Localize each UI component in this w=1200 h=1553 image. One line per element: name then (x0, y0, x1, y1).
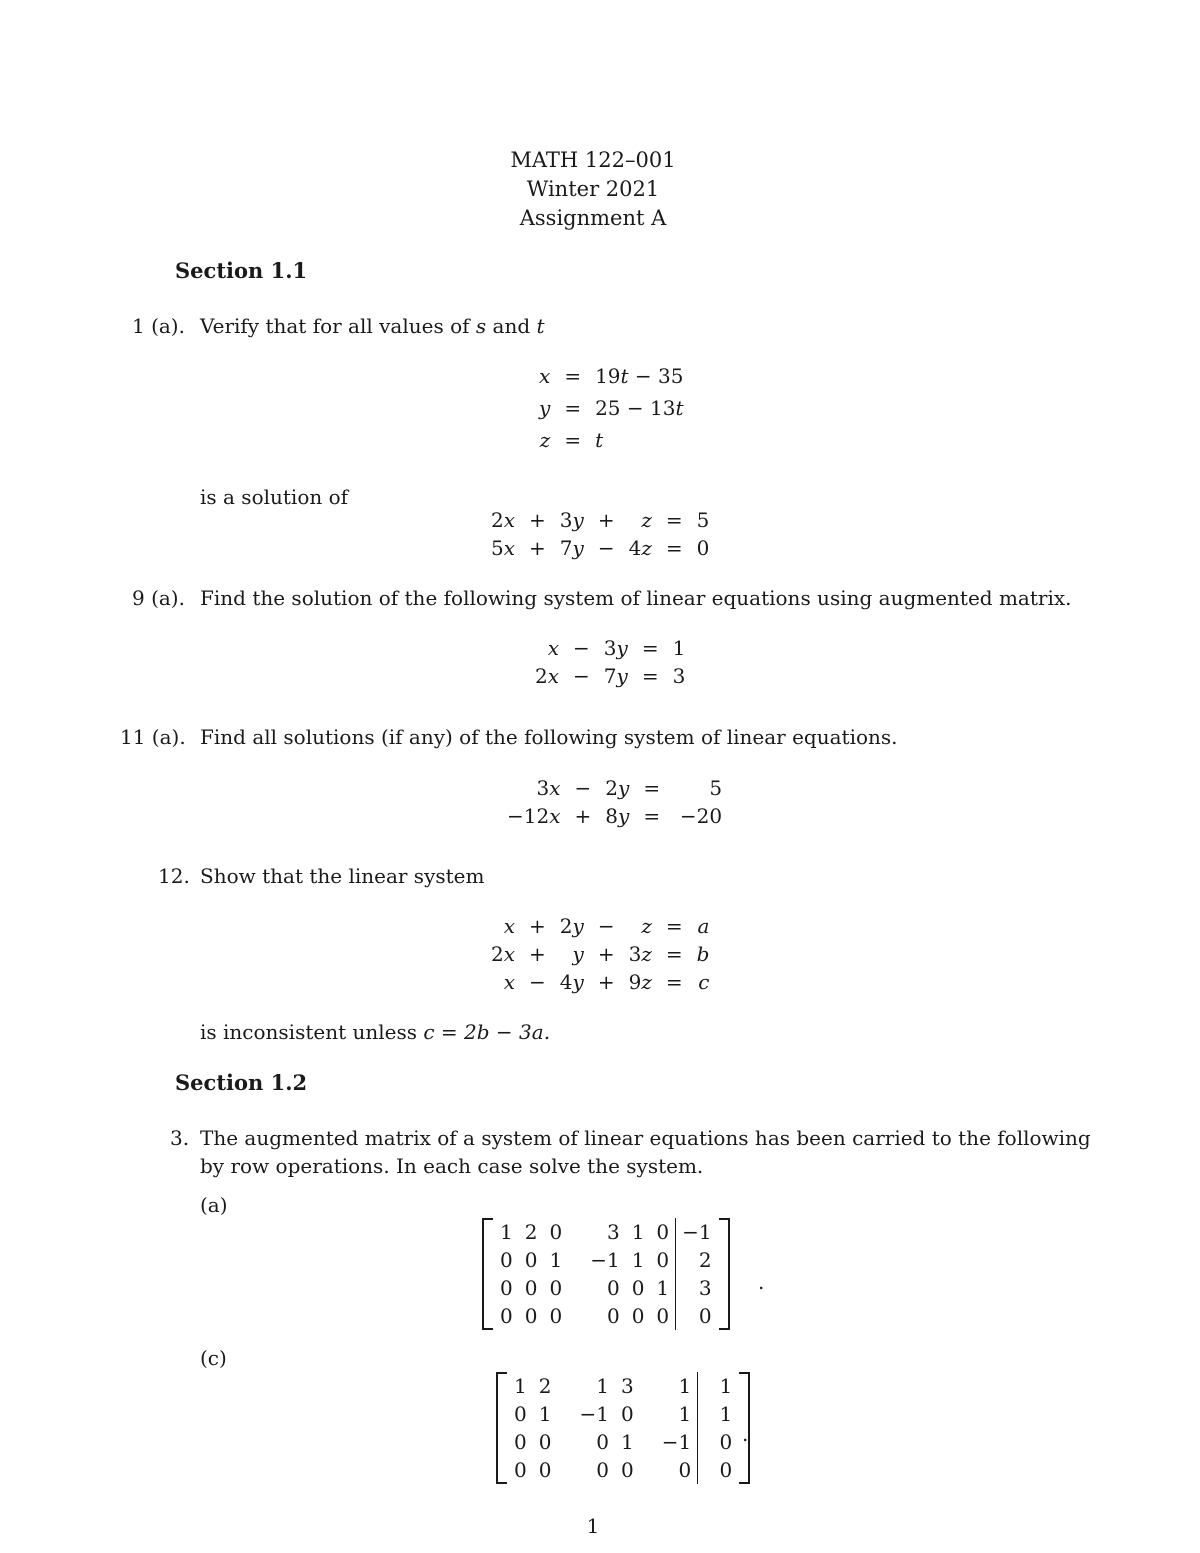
matrix-row (494, 1246, 718, 1274)
matrix-cell: 0 (606, 1276, 620, 1300)
assignment-title: Assignment A (519, 206, 667, 230)
matrix-cell: 3 (676, 1274, 718, 1302)
matrix-row (494, 1302, 718, 1330)
eq-cell: b (696, 942, 710, 966)
eq-cell: 0 (696, 536, 710, 560)
matrix-cell: 0 (549, 1304, 563, 1328)
eq-cell: − (597, 536, 615, 560)
eq-cell: + (529, 508, 546, 532)
eq-row (484, 534, 716, 562)
q1-solution-system (532, 362, 691, 454)
eq-cell: = (641, 664, 659, 688)
eq-row (528, 662, 692, 690)
eq-row (484, 912, 716, 940)
eq-cell: 9z (628, 970, 652, 994)
matrix-cell: 0 (596, 1458, 609, 1482)
matrix-cell: 0 (631, 1276, 645, 1300)
matrix-cell: 1 (549, 1248, 563, 1272)
matrix-cell: 0 (596, 1430, 609, 1454)
q1-and: and (486, 314, 537, 338)
q12-inconsistent-text: is inconsistent unless (200, 1020, 424, 1044)
eq-row (532, 390, 691, 426)
matrix-row (508, 1456, 738, 1484)
eq-cell: 2y (605, 776, 630, 800)
var-t: t (536, 314, 545, 338)
matrix-cell: 0 (524, 1276, 538, 1300)
q11-label: 11 (a). (120, 725, 186, 749)
eq-cell: 2x (535, 664, 560, 688)
eq-cell: 2x (491, 508, 516, 532)
matrix-cell: 1 (678, 1374, 692, 1398)
eq-cell: −12x (507, 804, 561, 828)
matrix-cell: 0 (524, 1304, 538, 1328)
matrix-row (494, 1274, 718, 1302)
eq-row (484, 940, 716, 968)
q9-text: Find the solution of the following system of linear equations using augmented matrix. (200, 586, 1072, 610)
matrix-cell: 2 (676, 1246, 718, 1274)
eq-cell: 2y (559, 914, 584, 938)
eq-cell: −20 (679, 804, 723, 828)
eq-cell: 5x (491, 536, 516, 560)
matrix-cell: 1 (538, 1402, 552, 1426)
q9-label: 9 (a). (132, 586, 185, 610)
q12-label: 12. (158, 864, 190, 888)
matrix-cell: 0 (631, 1304, 645, 1328)
matrix-cell: 0 (538, 1458, 552, 1482)
matrix-cell: −1 (676, 1218, 718, 1246)
part-c-label: (c) (200, 1346, 227, 1370)
eq-cell: = (641, 636, 659, 660)
matrix-cell: 0 (656, 1220, 670, 1244)
eq-cell: t (595, 428, 604, 452)
eq-cell: x (503, 914, 516, 938)
matrix-cell: −1 (661, 1430, 692, 1454)
eq-cell: + (529, 536, 546, 560)
q11-system (500, 774, 729, 830)
eq-cell: 4y (559, 970, 584, 994)
eq-cell: = (665, 942, 683, 966)
eq-cell: 7y (559, 536, 584, 560)
eq-cell: 2x (491, 942, 516, 966)
augmented-matrix-c (496, 1372, 750, 1484)
matrix-c-table (508, 1372, 738, 1484)
eq-cell: 3x (536, 776, 561, 800)
matrix-cell: 1 (698, 1372, 739, 1400)
eq-cell: = (665, 914, 683, 938)
matrix-row (508, 1400, 738, 1428)
section-heading-1-1: Section 1.1 (175, 258, 308, 283)
q12-condition: c = 2b − 3a. (423, 1020, 551, 1044)
matrix-cell: 0 (606, 1304, 620, 1328)
eq-cell: y (572, 942, 584, 966)
part-a-label: (a) (200, 1193, 228, 1217)
eq-cell: − (573, 664, 590, 688)
matrix-cell: 1 (631, 1220, 645, 1244)
eq-cell: c (698, 970, 710, 994)
eq-cell: − (574, 776, 592, 800)
matrix-cell: 0 (620, 1402, 634, 1426)
q12-system (484, 912, 716, 996)
matrix-cell: 0 (514, 1430, 527, 1454)
matrix-cell: 0 (514, 1458, 527, 1482)
matrix-cell: 2 (538, 1374, 552, 1398)
eq-cell: 25 − 13t (595, 396, 684, 420)
q1-system (484, 506, 716, 562)
q3-text-line1: The augmented matrix of a system of linear equations has been carried to the following (200, 1126, 1091, 1150)
eq-cell: = (564, 396, 582, 420)
eq-cell: − (573, 636, 590, 660)
eq-row (532, 426, 691, 454)
q9-system (528, 634, 692, 690)
eq-cell: a (697, 914, 710, 938)
eq-cell: + (597, 970, 615, 994)
eq-cell: = (665, 508, 683, 532)
eq-cell: x (547, 636, 560, 660)
course-title: MATH 122–001 (510, 148, 676, 172)
eq-row (500, 802, 729, 830)
q12-text: Show that the linear system (200, 864, 485, 888)
eq-cell: = (564, 364, 582, 388)
eq-cell: z (641, 508, 652, 532)
matrix-row (494, 1218, 718, 1246)
matrix-cell: 0 (549, 1220, 563, 1244)
matrix-cell: −1 (590, 1248, 620, 1272)
matrix-cell: 1 (514, 1374, 527, 1398)
matrix-cell: 0 (656, 1248, 670, 1272)
matrix-cell: 1 (596, 1374, 609, 1398)
matrix-cell: 0 (698, 1456, 739, 1484)
var-s: s (475, 314, 487, 338)
eq-cell: = (643, 804, 661, 828)
q1-prompt (200, 312, 545, 340)
matrix-cell: 0 (524, 1248, 538, 1272)
eq-row (500, 774, 729, 802)
eq-cell: 7y (603, 664, 628, 688)
eq-row (532, 362, 691, 390)
q3-text-line2: by row operations. In each case solve the system. (200, 1154, 704, 1178)
eq-cell: 3z (628, 942, 652, 966)
matrix-cell: 0 (514, 1402, 527, 1426)
matrix-cell: 3 (620, 1374, 634, 1398)
eq-cell: + (597, 508, 615, 532)
eq-cell: 3y (603, 636, 628, 660)
matrix-cell: 0 (698, 1428, 739, 1456)
matrix-cell: 1 (620, 1430, 634, 1454)
eq-cell: 4z (628, 536, 652, 560)
matrix-a-period: . (758, 1270, 765, 1294)
eq-cell: 19t − 35 (595, 364, 684, 388)
matrix-a-table (494, 1218, 718, 1330)
matrix-cell: 0 (500, 1248, 513, 1272)
matrix-cell: 3 (606, 1220, 620, 1244)
eq-cell: z (539, 428, 551, 452)
page-number: 1 (586, 1514, 600, 1538)
eq-cell: + (574, 804, 592, 828)
eq-cell: + (529, 914, 546, 938)
matrix-row (508, 1372, 738, 1400)
matrix-cell: 1 (631, 1248, 645, 1272)
eq-cell: y (539, 396, 551, 420)
matrix-cell: 2 (524, 1220, 538, 1244)
eq-cell: 3 (672, 664, 686, 688)
eq-row (484, 968, 716, 996)
q1-label: 1 (a). (132, 314, 185, 338)
matrix-cell: 1 (698, 1400, 739, 1428)
q11-text: Find all solutions (if any) of the following system of linear equations. (200, 725, 898, 749)
eq-cell: − (529, 970, 546, 994)
matrix-cell: 0 (620, 1458, 634, 1482)
matrix-c-period: . (742, 1422, 749, 1446)
eq-cell: 3y (559, 508, 584, 532)
eq-cell: 1 (672, 636, 686, 660)
eq-cell: x (503, 970, 516, 994)
term: Winter 2021 (526, 177, 660, 201)
augmented-matrix-a (482, 1218, 730, 1330)
matrix-cell: 1 (678, 1402, 692, 1426)
eq-cell: = (643, 776, 661, 800)
matrix-cell: 0 (678, 1458, 692, 1482)
q1-text: Verify that for all values of (200, 314, 476, 338)
left-bracket (482, 1218, 493, 1330)
eq-cell: = (564, 428, 582, 452)
q12-inconsistent (200, 1018, 550, 1046)
q1-is-solution-of: is a solution of (200, 485, 349, 509)
eq-row (484, 506, 716, 534)
section-heading-1-2: Section 1.2 (175, 1070, 308, 1095)
matrix-cell: 0 (500, 1276, 513, 1300)
matrix-row (508, 1428, 738, 1456)
matrix-cell: 0 (656, 1304, 670, 1328)
matrix-cell: 0 (500, 1304, 513, 1328)
eq-cell: + (529, 942, 546, 966)
eq-cell: = (665, 970, 683, 994)
matrix-cell: 1 (500, 1220, 513, 1244)
q3-label: 3. (170, 1126, 190, 1150)
eq-cell: 5 (709, 776, 723, 800)
eq-cell: − (597, 914, 615, 938)
eq-cell: z (641, 914, 652, 938)
eq-cell: + (597, 942, 615, 966)
matrix-cell: 0 (549, 1276, 563, 1300)
matrix-cell: 0 (538, 1430, 552, 1454)
matrix-cell: 1 (656, 1276, 670, 1300)
eq-row (528, 634, 692, 662)
matrix-cell: −1 (579, 1402, 609, 1426)
eq-cell: = (665, 536, 683, 560)
eq-cell: 8y (605, 804, 630, 828)
eq-cell: x (539, 364, 551, 388)
left-bracket (496, 1372, 507, 1484)
matrix-cell: 0 (676, 1302, 718, 1330)
eq-cell: 5 (696, 508, 710, 532)
right-bracket (719, 1218, 730, 1330)
